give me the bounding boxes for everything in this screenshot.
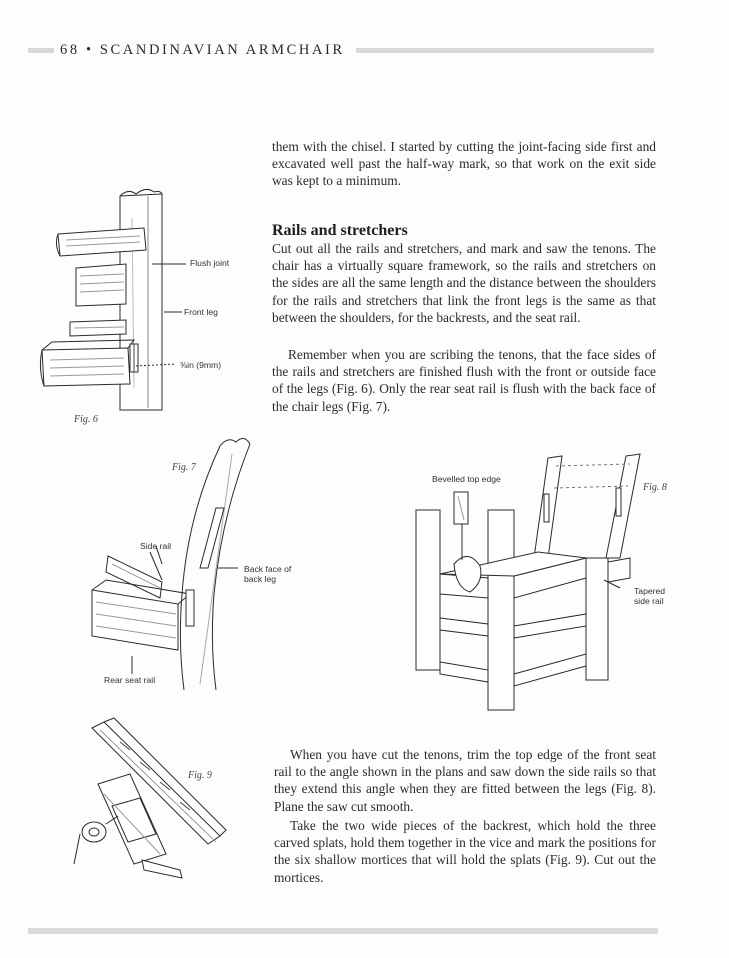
chapter-title: SCANDINAVIAN ARMCHAIR	[99, 42, 345, 58]
fig8-callout-bevelled-top-edge: Bevelled top edge	[432, 474, 501, 484]
header-bullet: •	[85, 42, 94, 58]
intro-paragraph: them with the chisel. I started by cutting the joint-facing side first and excavated well past the half-way mark, so that work on the exit side was kept to a minimum.	[272, 139, 656, 189]
section-heading: Rails and stretchers	[272, 222, 408, 239]
header-text	[60, 42, 345, 59]
fig7-callout-rear-seat-rail: Rear seat rail	[104, 675, 156, 685]
header-rule-left	[28, 48, 54, 53]
fig7-label: Fig. 7	[172, 462, 196, 473]
fig9-label: Fig. 9	[188, 770, 212, 781]
section-paragraph-1: Cut out all the rails and stretchers, and mark and saw the tenons. The chair has a virtually square framework, so the rails and stretchers on the sides are all the same length and the distance between the shoulders for the rails and stretchers that link the front legs is the same as that between the shoulders, for the backrests, and the seat rail.	[272, 241, 656, 325]
footer-rule	[28, 928, 658, 934]
fig7-callout-back-face: Back face of back leg	[244, 564, 292, 584]
page-number: 68	[60, 42, 80, 58]
fig6-label: Fig. 6	[74, 414, 98, 425]
fig8-callout-tapered-side-rail: Tapered side rail	[634, 586, 666, 606]
figure-8-illustration	[408, 448, 668, 718]
figure-6-illustration	[36, 188, 196, 418]
closing-paragraph-1: When you have cut the tenons, trim the top edge of the front seat rail to the angle shown in the plans and saw down the side rails so that they extend this angle when they are fitted between the legs (Fig. 8). Plane the saw cut smooth.	[274, 747, 656, 814]
fig6-callout-front-leg: Front leg	[184, 307, 218, 317]
fig8-label: Fig. 8	[643, 482, 667, 493]
fig7-callout-side-rail: Side rail	[140, 541, 172, 551]
section-paragraph-2: Remember when you are scribing the tenons, that the face sides of the rails and stretchers are finished flush with the front or outside face of the legs (Fig. 6). Only the rear seat rail is flush with the back face of the chair legs (Fig. 7).	[272, 347, 656, 414]
figure-9-illustration	[70, 714, 230, 884]
running-header	[0, 40, 729, 64]
fig6-callout-dimension: ⅜in (9mm)	[180, 360, 222, 370]
closing-paragraph-2: Take the two wide pieces of the backrest, which hold the three carved splats, hold them together in the vice and mark the positions for the six shallow mortices that will hold the splats (Fig. 9). Cut out the mortices.	[274, 818, 656, 885]
fig6-callout-flush-joint: Flush joint	[190, 258, 230, 268]
header-rule-right	[356, 48, 654, 53]
